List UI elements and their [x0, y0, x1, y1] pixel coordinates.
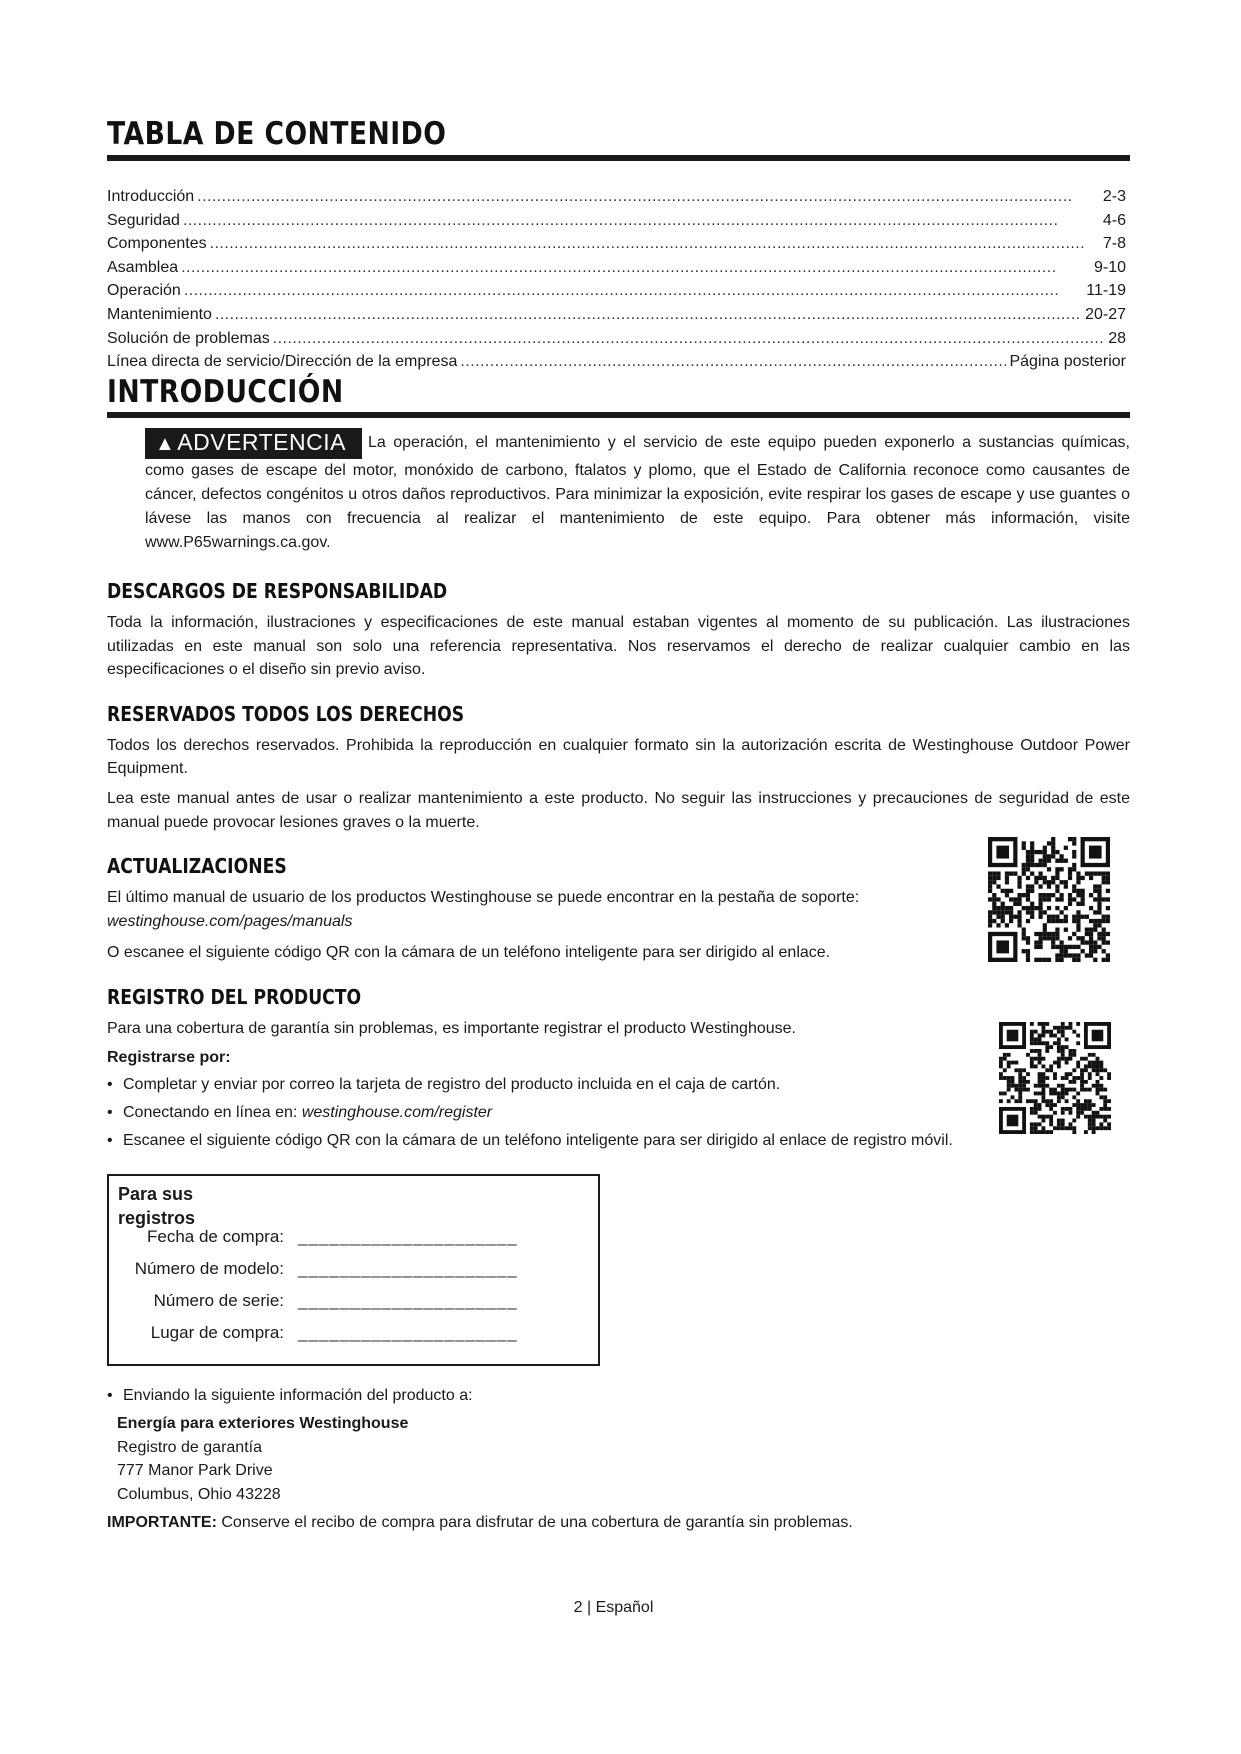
bullet-mail-info: Enviando la siguiente información del producto a: [123, 1387, 473, 1404]
records-field-label: Número de modelo: [134, 1259, 284, 1278]
important-text: Conserve el recibo de compra para disfrutar de una cobertura de garantía sin problemas. [216, 1514, 853, 1532]
manuals-link[interactable]: westinghouse.com/pages/manuals [107, 912, 353, 930]
toc-leader [181, 256, 1091, 280]
mailing-list [107, 1384, 1130, 1407]
mailing-address [117, 1412, 1130, 1506]
updates-heading: ACTUALIZACIONES [107, 854, 287, 879]
records-row [109, 1323, 602, 1343]
company-name: Energía para exteriores Westinghouse [117, 1415, 409, 1432]
warning-badge [145, 428, 362, 459]
list-item [107, 1073, 1007, 1096]
toc-leader [197, 185, 1100, 209]
disclaimers-section [107, 579, 1130, 682]
address-line-3: Columbus, Ohio 43228 [117, 1485, 281, 1503]
toc-entry-pages: Página posterior [1009, 353, 1126, 371]
toc-entry[interactable] [107, 232, 1126, 256]
records-row [109, 1291, 602, 1311]
records-field-line[interactable]: _____________________ [298, 1323, 518, 1342]
toc-entry-label: Introducción [107, 188, 195, 205]
records-field-line[interactable]: _____________________ [298, 1291, 518, 1310]
register-link[interactable]: westinghouse.com/register [301, 1103, 493, 1121]
registration-methods [107, 1073, 1007, 1152]
rights-heading: RESERVADOS TODOS LOS DERECHOS [107, 701, 465, 726]
records-field-label: Número de serie: [153, 1291, 284, 1310]
address-line-1: Registro de garantía [117, 1438, 262, 1456]
warning-paragraph [145, 428, 1130, 555]
manuals-qr-code[interactable] [988, 837, 1110, 962]
records-box [107, 1174, 600, 1366]
toc-entry-label: Asamblea [107, 258, 179, 276]
address-line-2: 777 Manor Park Drive [117, 1462, 273, 1480]
warning-text: La operación, el mantenimiento y el servicio de este equipo pueden exponerlo a sustancias químicas, como gases de escape del motor, monóxido de carbono, ftalatos y plomo, que el Estado de California reconoce como causantes de cáncer, defectos congénitos u otros daños reproductivos. Para minimizar la exposición, evite respirar los gases de escape y use guantes o lávese las manos con frecuencia al realizar el mantenimiento de este equipo. Para obtener más información, visite www.P65warnings.ca.gov. [145, 434, 1130, 551]
records-field-label: Lugar de compra: [150, 1323, 284, 1342]
toc-entry-label: Componentes [107, 235, 207, 253]
records-title: Para sus registros [118, 1184, 196, 1228]
records-field-line[interactable]: _____________________ [298, 1259, 518, 1278]
registration-heading: REGISTRO DEL PRODUCTO [107, 984, 362, 1009]
toc-entry[interactable] [107, 279, 1126, 303]
toc-entry-label: Operación [107, 282, 181, 300]
toc-entry-label: Línea directa de servicio/Dirección de la empresa [107, 353, 458, 371]
updates-text-1 [107, 886, 977, 933]
bullet-online-text: Conectando en línea en: [123, 1103, 302, 1121]
toc-leader [183, 209, 1100, 233]
registration-section [107, 985, 1007, 1152]
intro-title-rule [107, 412, 1130, 418]
toc-leader [184, 279, 1083, 303]
page-number: 2 [573, 1599, 583, 1616]
toc-entry-label: Seguridad [107, 211, 180, 229]
rights-text-1: Todos los derechos reservados. Prohibida la reproducción en cualquier formato sin la autorización escrita de Westinghouse Outdoor Power Equipment. [107, 736, 1130, 778]
footer-language: Español [595, 1599, 654, 1616]
qr-code-icon [999, 1022, 1111, 1134]
toc-leader [210, 232, 1100, 256]
toc-leader [215, 303, 1082, 327]
toc-entry-pages: 11-19 [1086, 282, 1126, 300]
list-item [107, 1129, 1007, 1152]
toc-entry-pages: 2-3 [1102, 188, 1126, 205]
warning-triangle-icon: ▲ [155, 433, 176, 455]
mailing-section [107, 1384, 1130, 1532]
important-note [107, 1514, 1130, 1532]
updates-text-2: O escanee el siguiente código QR con la cámara de un teléfono inteligente para ser dirigido al enlace. [107, 944, 831, 962]
toc-entry-label: Mantenimiento [107, 305, 212, 323]
records-row [109, 1259, 602, 1279]
list-item [107, 1384, 1130, 1407]
manual-page [107, 0, 1130, 1754]
register-qr-code[interactable] [999, 1022, 1111, 1134]
footer-separator: | [586, 1599, 592, 1616]
qr-code-icon [988, 837, 1110, 962]
rights-text-2: Lea este manual antes de usar o realizar mantenimiento a este producto. No seguir las instrucciones y precauciones de seguridad de este manual puede provocar lesiones graves o la muerte. [107, 789, 1130, 831]
toc-entry[interactable] [107, 327, 1126, 351]
toc-entry-pages: 20-27 [1085, 305, 1126, 323]
updates-text-lead: El último manual de usuario de los productos Westinghouse se puede encontrar en la pestaña de soporte: [107, 889, 860, 907]
toc-leader [460, 350, 1006, 374]
registration-text: Para una cobertura de garantía sin problemas, es importante registrar el producto Westinghouse. [107, 1019, 796, 1037]
toc-entry[interactable] [107, 209, 1126, 233]
bullet-scan-qr: Escanee el siguiente código QR con la cámara de un teléfono inteligente para ser dirigido al enlace de registro móvil. [123, 1131, 953, 1149]
page-footer [107, 1599, 1120, 1617]
warning-badge-label: ADVERTENCIA [177, 429, 346, 455]
toc-entry-pages: 7-8 [1102, 235, 1126, 253]
toc-entry-label: Solución de problemas [107, 329, 270, 347]
toc-entry[interactable] [107, 185, 1126, 209]
register-by-label: Registrarse por: [107, 1048, 231, 1066]
toc-title-rule [107, 155, 1130, 161]
intro-title: INTRODUCCIÓN [107, 374, 344, 410]
disclaimers-heading: DESCARGOS DE RESPONSABILIDAD [107, 579, 448, 603]
bullet-mail-card: Completar y enviar por correo la tarjeta de registro del producto incluida en el caja de cartón. [123, 1075, 781, 1093]
records-field-line[interactable]: _____________________ [298, 1227, 518, 1246]
disclaimers-text: Toda la información, ilustraciones y especificaciones de este manual estaban vigentes al momento de su publicación. Las ilustraciones utilizadas en este manual son solo una referencia representativa. Nos reservamos el derecho de realizar cualquier cambio en las especificaciones o el diseño sin previo aviso. [107, 614, 1130, 679]
updates-section [107, 854, 977, 965]
table-of-contents [107, 185, 1126, 374]
toc-entry[interactable] [107, 350, 1126, 374]
list-item [107, 1101, 1007, 1124]
toc-title: TABLA DE CONTENIDO [107, 116, 447, 152]
toc-entry-pages: 9-10 [1093, 258, 1126, 276]
important-label: IMPORTANTE: [107, 1514, 217, 1532]
records-field-label: Fecha de compra: [146, 1227, 284, 1246]
toc-entry-pages: 28 [1108, 329, 1126, 347]
toc-entry[interactable] [107, 303, 1126, 327]
records-row [109, 1227, 602, 1247]
toc-leader [273, 327, 1105, 351]
rights-section [107, 702, 1130, 834]
toc-entry[interactable] [107, 256, 1126, 280]
toc-entry-pages: 4-6 [1102, 211, 1126, 229]
